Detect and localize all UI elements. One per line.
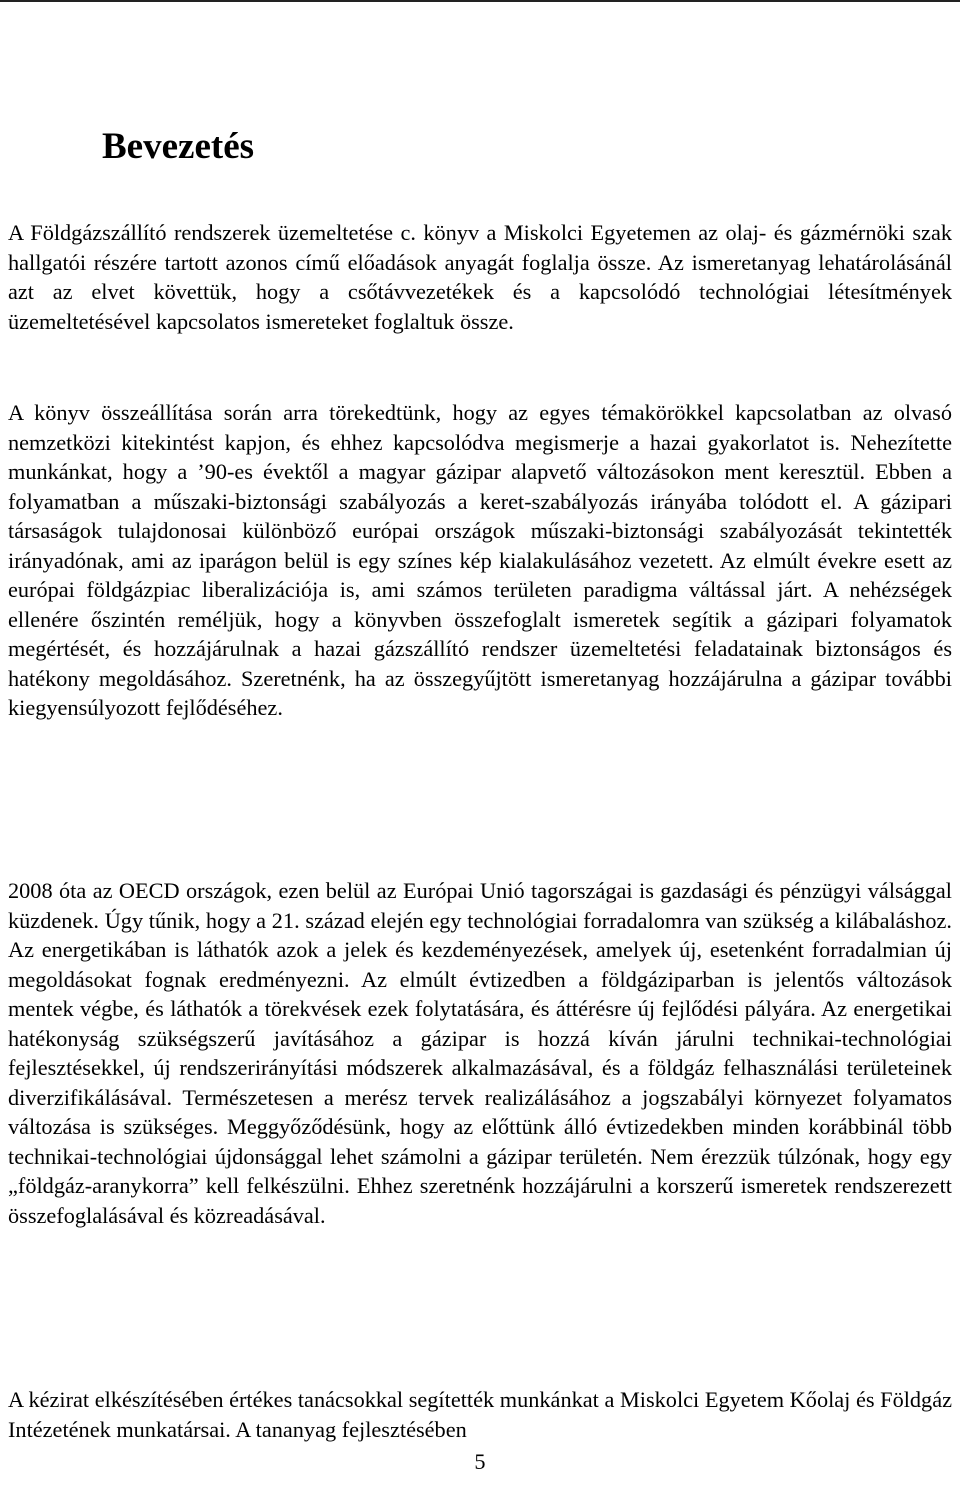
page-number: 5	[474, 1449, 486, 1474]
paragraph-oecd-crisis: 2008 óta az OECD országok, ezen belül az Európai Unió tagországai is gazdasági és pénzügyi válsággal küzdenek. Úgy tűnik, hogy a 21. század elején egy technológiai forradalomra van szükség a kilábaláshoz. Az energetikában is láthatók azok a jelek és kezdeményezések, amelyek új, esetenként forradalmian új megoldásokat fognak eredményezni. Az elmúlt évtizedben a földgáziparban is jelentős változások mentek végbe, és láthatók a törekvések ezek folytatására, és áttérésre új fejlődési pályára. Az energetikai hatékonyság szükségszerű javításához a gázipar is hozzá kíván járulni technikai-technológiai fejlesztésekkel, új rendszerirányítási módszerek alkalmazásával, és a földgáz felhasználási területeinek diverzifikálásával. Természetesen a merész tervek realizálásához a jogszabályi környezet folyamatos változása is szükséges. Meggyőződésünk, hogy az előttünk álló évtizedekben minden korábbinál több technikai-technológiai újdonsággal lehet számolni a gázipar területén. Nem érezzük túlzónak, hogy egy „földgáz-aranykorra” kell felkészülni. Ehhez szeretnénk hozzájárulni a korszerű ismeretek rendszerezett összefoglalásával és közreadásával.	[8, 878, 952, 1228]
section-heading: Bevezetés	[102, 126, 255, 167]
paragraph-book-compilation: A könyv összeállítása során arra törekedtünk, hogy az egyes témakörökkel kapcsolatban az olvasó nemzetközi kitekintést kapjon, és ehhez kapcsolódva megismerje a hazai gyakorlatot is. Nehezítette munkánkat, hogy a ’90-es évektől a magyar gázipar alapvető változásokon ment keresztül. Ebben a folyamatban a műszaki-biztonsági szabályozás a keret-szabályozás irányába tolódott el. A gázipari társaságok tulajdonosai különböző európai országok műszaki-biztonsági szabályozását tekintették irányadónak, ami az iparágon belül is egy színes kép kialakulásához vezetett. Az elmúlt évekre esett az európai földgázpiac liberalizációja is, ami számos területen paradigma váltással járt. A nehézségek ellenére őszintén reméljük, hogy a könyvben összefoglalt ismeretek segítik a gázipari folyamatok megértését, és hozzájárulnak a hazai gázszállító rendszer üzemeltetési feladatainak biztonságos és hatékony megoldásához. Szeretnénk, ha az összegyűjtött ismeretanyag hozzájárulna a gázipar további kiegyensúlyozott fejlődéséhez.	[8, 400, 952, 720]
paragraph-introduction: A Földgázszállító rendszerek üzemeltetése c. könyv a Miskolci Egyetemen az olaj- és gázmérnöki szak hallgatói részére tartott azonos című előadások anyagát foglalja össze. Az ismeretanyag lehatárolásánál azt az elvet követtük, hogy a csőtávvezetékek és a kapcsolódó technológiai létesítmények üzemeltetésével kapcsolatos ismereteket foglaltuk össze.	[8, 220, 952, 334]
paragraph-acknowledgements: A kézirat elkészítésében értékes tanácsokkal segítették munkánkat a Miskolci Egyetem Kőolaj és Földgáz Intézetének munkatársai. A tananyag fejlesztésében	[8, 1387, 952, 1442]
page-top-rule	[0, 0, 960, 2]
